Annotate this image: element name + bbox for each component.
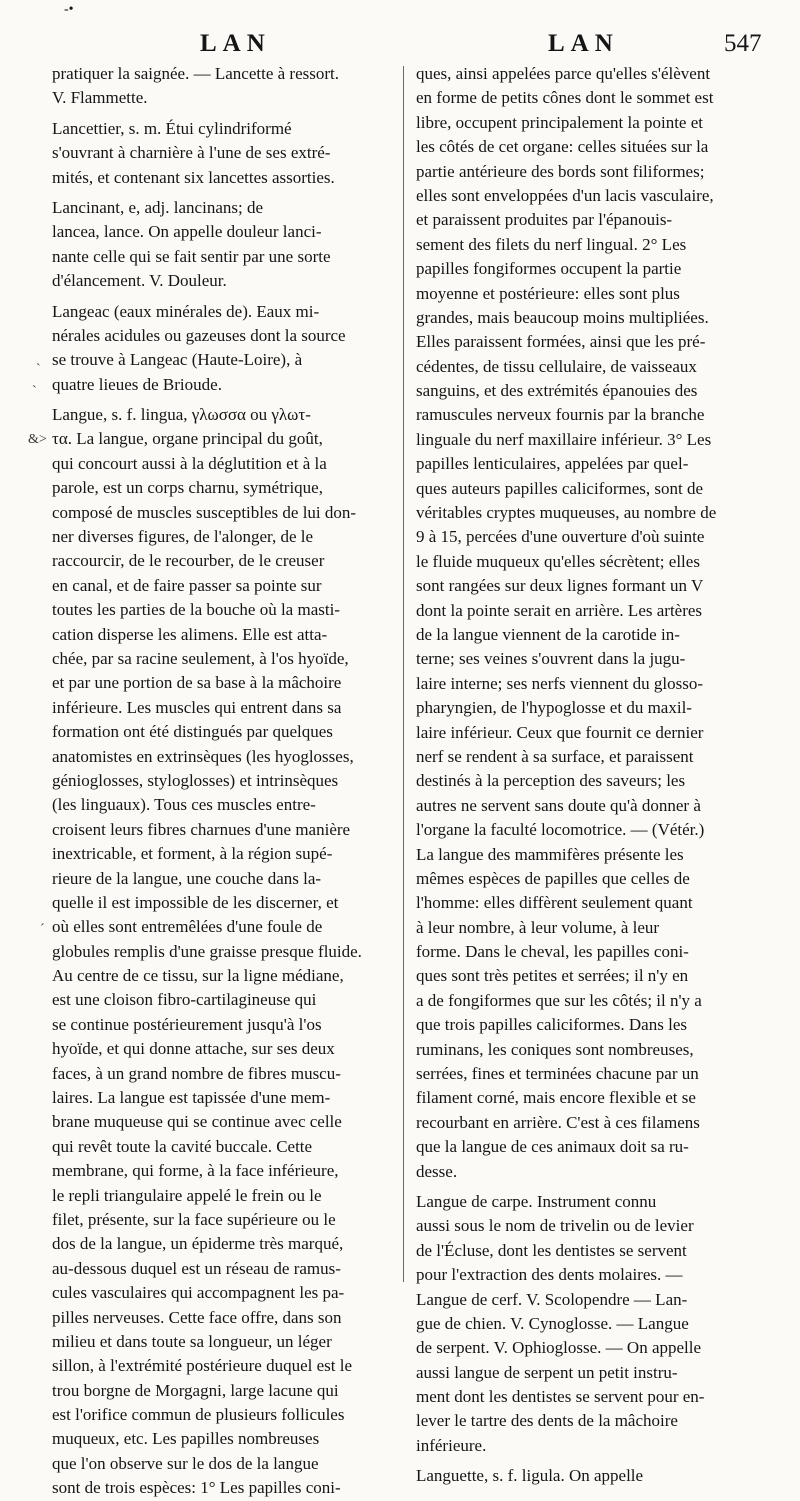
- text-line: sement des filets du nerf lingual. 2° Les: [416, 234, 687, 254]
- text-line: cédentes, de tissu cellulaire, de vaisseaux: [416, 356, 697, 376]
- text-line: l'homme: elles diffèrent seulement quant: [416, 893, 693, 913]
- margin-mark: &>: [28, 432, 47, 447]
- text-line: 9 à 15, percées d'une ouverture d'où suinte: [416, 527, 705, 547]
- text-line: se trouve à Langeac (Haute-Loire), à: [52, 350, 303, 370]
- text-line: où elles sont entremêlées d'une foule de: [52, 917, 323, 937]
- text-line: ques, ainsi appelées parce qu'elles s'élèvent: [416, 64, 711, 83]
- text-line: sanguins, et des extrémités épanouies des: [416, 381, 698, 401]
- margin-mark: `: [36, 362, 41, 377]
- text-line: gue de chien. V. Cynoglosse. — Langue: [416, 1313, 689, 1333]
- page-number: 547: [724, 30, 762, 57]
- text-line: mités, et contenant six lancettes assorties.: [52, 167, 335, 187]
- text-line: V. Flammette.: [52, 88, 148, 108]
- text-line: est l'orifice commun de plusieurs follicules: [52, 1405, 345, 1425]
- text-line: de la langue viennent de la carotide in-: [416, 624, 680, 644]
- text-line: cules vasculaires qui accompagnent les pa-: [52, 1283, 345, 1303]
- text-line: filament corné, mais encore flexible et se: [416, 1088, 696, 1108]
- text-line: qui revêt toute la cavité buccale. Cette: [52, 1136, 313, 1156]
- text-line: ruminans, les coniques sont nombreuses,: [416, 1039, 694, 1059]
- text-line: pratiquer la saignée. — Lancette à ressort.: [52, 64, 339, 83]
- entry-start-line: Lancettier, s. m. Étui cylindriformé: [52, 118, 292, 138]
- text-line: raccourcir, de le recourber, de le creuser: [52, 551, 325, 571]
- text-line: nerf se rendent à sa surface, et paraissent: [416, 746, 694, 766]
- entry-start-line: Langeac (eaux minérales de). Eaux mi-: [52, 301, 320, 321]
- text-line: muqueux, etc. Les papilles nombreuses: [52, 1429, 320, 1449]
- text-line: parole, est un corps charnu, symétrique,: [52, 478, 323, 498]
- text-line: à leur nombre, à leur volume, à leur: [416, 917, 660, 937]
- text-line: ment dont les dentistes se servent pour en-: [416, 1387, 705, 1407]
- text-line: milieu et dans toute sa longueur, un léger: [52, 1331, 332, 1351]
- text-line: aussi langue de serpent un petit instru-: [416, 1362, 678, 1382]
- text-line: dos de la langue, un épiderme très marqué,: [52, 1234, 344, 1254]
- text-line: La langue des mammifères présente les: [416, 844, 684, 864]
- text-line: terne; ses veines s'ouvrent dans la jugu-: [416, 649, 686, 669]
- entry-start-line: Langue, s. f. lingua, γλωσσα ou γλωτ-: [52, 405, 311, 425]
- text-line: au-dessous duquel est un réseau de ramus-: [52, 1258, 341, 1278]
- text-line: dont la pointe serait en arrière. Les artères: [416, 600, 703, 620]
- text-line: en canal, et de faire passer sa pointe sur: [52, 575, 322, 595]
- right-column: [416, 62, 760, 1486]
- text-line: partie antérieure des bords sont filiformes;: [416, 161, 705, 181]
- text-line: toutes les parties de la bouche où la masti-: [52, 600, 340, 620]
- left-column: [52, 62, 396, 1498]
- text-line: autres ne servent sans doute qu'à donner à: [416, 795, 701, 815]
- text-line: nérales acidules ou gazeuses dont la source: [52, 325, 346, 345]
- text-line: de l'Écluse, dont les dentistes se servent: [416, 1240, 687, 1260]
- text-line: ramuscules nerveux fournis par la branche: [416, 405, 705, 425]
- text-line: libre, occupent principalement la pointe et: [416, 112, 703, 132]
- text-line: linguale du nerf maxillaire inférieur. 3° Les: [416, 429, 712, 449]
- text-line: de serpent. V. Ophioglosse. — On appelle: [416, 1338, 702, 1358]
- text-line: Au centre de ce tissu, sur la ligne médiane,: [52, 966, 344, 986]
- text-line: est une cloison fibro-cartilagineuse qui: [52, 990, 317, 1010]
- text-line: cation disperse les alimens. Elle est atta-: [52, 624, 328, 644]
- text-line: sont de trois espèces: 1° Les papilles coni-: [52, 1478, 341, 1498]
- text-line: moyenne et postérieure: elles sont plus: [416, 283, 680, 303]
- running-head-left: LAN: [200, 30, 271, 57]
- text-line: inférieure.: [416, 1435, 487, 1455]
- text-line: faces, à un grand nombre de fibres muscu-: [52, 1063, 341, 1083]
- text-line: les côtés de cet organe: celles situées sur la: [416, 137, 709, 157]
- text-line: forme. Dans le cheval, les papilles coni-: [416, 942, 689, 962]
- text-line: hyoïde, et qui donne attache, sur ses deux: [52, 1039, 335, 1059]
- text-line: formation ont été distingués par quelques: [52, 722, 333, 742]
- text-line: desse.: [416, 1161, 458, 1181]
- text-line: Langue de cerf. V. Scolopendre — Lan-: [416, 1289, 688, 1309]
- text-line: chée, par sa racine seulement, à l'os hyoïde,: [52, 648, 349, 668]
- text-line: sillon, à l'extrémité postérieure duquel est le: [52, 1356, 352, 1376]
- text-line: qui concourt aussi à la déglutition et à la: [52, 453, 327, 473]
- text-line: inextricable, et forment, à la région supé-: [52, 844, 333, 864]
- text-line: laire inférieur. Ceux que fournit ce dernier: [416, 722, 704, 742]
- text-line: recourbant en arrière. C'est à ces filamens: [416, 1112, 700, 1132]
- text-line: serrées, fines et terminées chacune par un: [416, 1064, 699, 1084]
- margin-mark: `: [32, 384, 37, 399]
- text-line: membrane, qui forme, à la face inférieure,: [52, 1161, 339, 1181]
- corner-mark: -•: [64, 2, 74, 17]
- text-line: le repli triangulaire appelé le frein ou le: [52, 1185, 322, 1205]
- text-line: le fluide muqueux qu'elles sécrètent; elles: [416, 551, 700, 571]
- text-line: pilles nerveuses. Cette face offre, dans son: [52, 1307, 342, 1327]
- text-line: croisent leurs fibres charnues d'une manière: [52, 819, 351, 839]
- text-line: ner diverses figures, de l'alonger, de le: [52, 527, 314, 547]
- text-line: inférieure. Les muscles qui entrent dans sa: [52, 697, 342, 717]
- running-head-right: LAN: [548, 30, 619, 57]
- text-line: se continue postérieurement jusqu'à l'os: [52, 1014, 322, 1034]
- text-line: génioglosses, styloglosses) et intrinsèques: [52, 770, 339, 790]
- text-line: lancea, lance. On appelle douleur lanci-: [52, 222, 322, 242]
- text-line: globules remplis d'une graisse presque fluide.: [52, 941, 362, 961]
- text-line: composé de muscles susceptibles de lui don-: [52, 502, 357, 522]
- text-line: laires. La langue est tapissée d'une mem-: [52, 1088, 331, 1108]
- text-line: anatomistes en extrinsèques (les hyoglosses,: [52, 746, 354, 766]
- entry-start-line: Languette, s. f. ligula. On appelle: [416, 1466, 644, 1486]
- text-line: véritables cryptes muqueuses, au nombre de: [416, 503, 717, 523]
- text-line: laire interne; ses nerfs viennent du glosso-: [416, 673, 704, 693]
- text-line: et par une portion de sa base à la mâchoire: [52, 673, 342, 693]
- text-line: que la langue de ces animaux doit sa ru-: [416, 1137, 689, 1157]
- text-line: rieure de la langue, une couche dans la-: [52, 868, 322, 888]
- text-line: a de fongiformes que sur les côtés; il n'y a: [416, 990, 702, 1010]
- text-line: papilles fongiformes occupent la partie: [416, 259, 682, 279]
- column-divider: [403, 66, 404, 1282]
- margin-mark: ´: [40, 922, 45, 937]
- text-line: lever le tartre des dents de la mâchoire: [416, 1411, 678, 1431]
- text-line: (les linguaux). Tous ces muscles entre-: [52, 795, 316, 815]
- text-line: s'ouvrant à charnière à l'une de ses extré-: [52, 143, 331, 163]
- text-line: quelle il est impossible de les discerner, et: [52, 892, 339, 912]
- text-line: τα. La langue, organe principal du goût,: [52, 429, 323, 449]
- text-line: brane muqueuse qui se continue avec celle: [52, 1112, 342, 1132]
- text-line: ques auteurs papilles caliciformes, sont de: [416, 478, 704, 498]
- text-line: et paraissent produites par l'épanouis-: [416, 210, 673, 230]
- text-line: que l'on observe sur le dos de la langue: [52, 1453, 319, 1473]
- text-line: en forme de petits cônes dont le sommet est: [416, 88, 714, 108]
- text-line: ques sont très petites et serrées; il n'y en: [416, 966, 689, 986]
- text-line: sont rangées sur deux lignes formant un V: [416, 576, 704, 596]
- text-line: elles sont enveloppées d'un lacis vasculaire,: [416, 185, 714, 205]
- text-line: l'organe la faculté locomotrice. — (Vétér.): [416, 820, 705, 840]
- text-line: aussi sous le nom de trivelin ou de levier: [416, 1216, 694, 1236]
- text-line: pharyngien, de l'hypoglosse et du maxil-: [416, 698, 692, 718]
- text-line: quatre lieues de Brioude.: [52, 374, 222, 394]
- text-line: trou borgne de Morgagni, large lacune qui: [52, 1380, 339, 1400]
- text-line: nante celle qui se fait sentir par une sorte: [52, 246, 331, 266]
- text-line: que trois papilles caliciformes. Dans les: [416, 1015, 687, 1035]
- text-line: Elles paraissent formées, ainsi que les pré-: [416, 332, 706, 352]
- text-line: papilles lenticulaires, appelées par quel-: [416, 454, 689, 474]
- entry-start-line: Langue de carpe. Instrument connu: [416, 1191, 657, 1211]
- entry-start-line: Lancinant, e, adj. lancinans; de: [52, 197, 263, 217]
- text-line: filet, présente, sur la face supérieure ou le: [52, 1209, 336, 1229]
- text-line: pour l'extraction des dents molaires. —: [416, 1265, 683, 1285]
- text-line: d'élancement. V. Douleur.: [52, 271, 227, 291]
- text-line: grandes, mais beaucoup moins multipliées.: [416, 307, 709, 327]
- text-line: destinés à la perception des saveurs; les: [416, 771, 686, 791]
- text-line: mêmes espèces de papilles que celles de: [416, 868, 690, 888]
